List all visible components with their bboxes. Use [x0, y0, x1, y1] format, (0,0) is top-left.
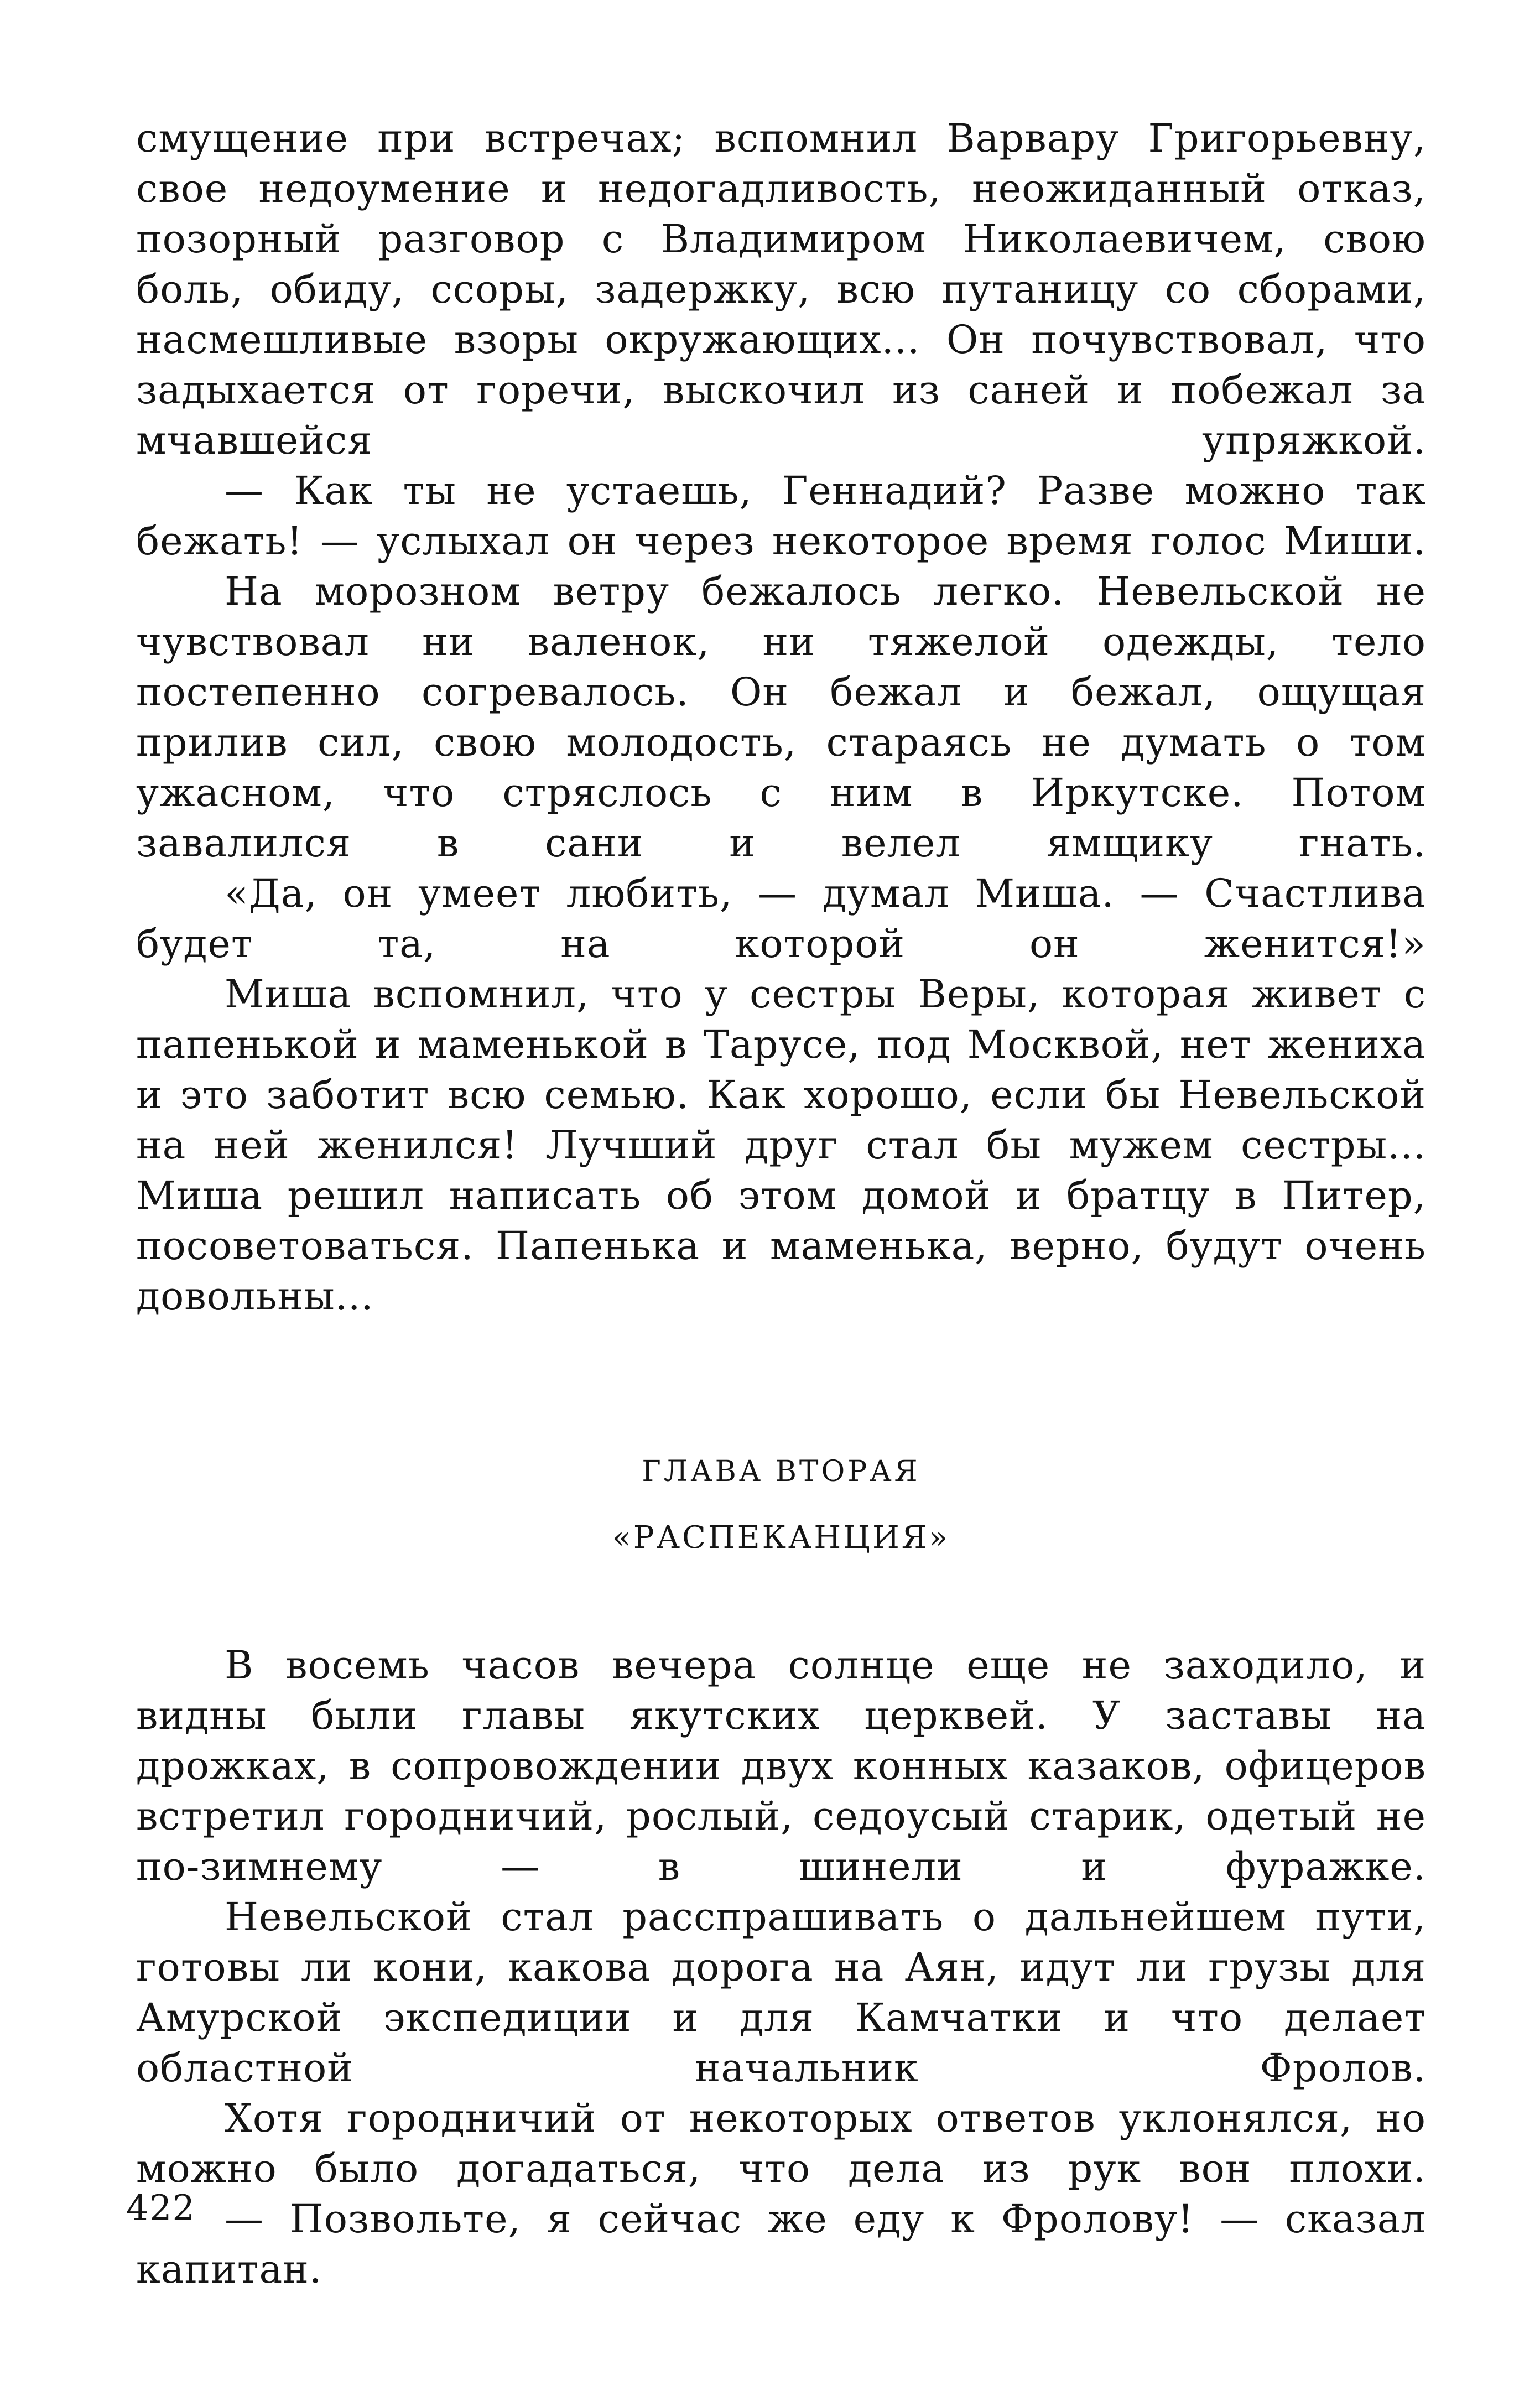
paragraph-gorodnichy: Хотя городничий от некоторых ответов уклонялся, но можно было догадаться, что дела из рук вон плохи. — [136, 2096, 1426, 2191]
paragraph-questions: Невельской стал расспрашивать о дальнейшем пути, готовы ли кони, какова дорога на Аян, идут ли грузы для Амурской экспедиции и для Камчатки и что делает областной начальник Фролов. — [136, 1894, 1426, 2091]
paragraph-evening-arrival: В восемь часов вечера солнце еще не заходило, и видны были главы якутских церквей. У заставы на дрожках, в сопровождении двух конных казаков, офицеров встретил городничий, рослый, седоусый старик, одетый не по-зимнему — в шинели и фуражке. — [136, 1643, 1426, 1889]
page-number: 422 — [126, 2188, 196, 2229]
chapter-title: «РАСПЕКАНЦИЯ» — [612, 1520, 950, 1556]
paragraph-captain-reply: — Позвольте, я сейчас же еду к Фролову! — сказал капитан. — [136, 2196, 1426, 2292]
paragraph-misha-thought: «Да, он умеет любить, — думал Миша. — Счастлива будет та, на которой он женится!» — [136, 871, 1426, 966]
paragraph-continued: смущение при встречах; вспомнил Варвару Григорьевну, свое недоумение и недогадливость, неожиданный отказ, позорный разговор с Владимиром Николаевичем, свою боль, обиду, ссоры, задержку, всю путаницу со сборами, насмешливые взоры окружающих... Он почувствовал, что задыхается от горечи, выскочил из саней и побежал за мчавшейся упряжкой. — [136, 116, 1426, 463]
chapter-number: ГЛАВА ВТОРАЯ — [642, 1455, 920, 1488]
paragraph-frosty-wind: На морозном ветру бежалось легко. Невельской не чувствовал ни валенок, ни тяжелой одежды, тело постепенно согревалось. Он бежал и бежал, ощущая прилив сил, свою молодость, стараясь не думать о том ужасном, что стряслось с ним в Иркутске. Потом завалился в сани и велел ямщику гнать. — [136, 569, 1426, 866]
paragraph-dialogue-misha: — Как ты не устаешь, Геннадий? Разве можно так бежать! — услыхал он через некоторое время голос Миши. — [136, 468, 1426, 564]
paragraph-misha-sister: Миша вспомнил, что у сестры Веры, которая живет с папенькой и маменькой в Тарусе, под Москвой, нет жениха и это заботит всю семью. Как хорошо, если бы Невельской на ней женился! Лучший друг стал бы мужем сестры... Миша решил написать об этом домой и братцу в Питер, посоветоваться. Папенька и маменька, верно, будут очень довольны... — [136, 971, 1426, 1319]
text-column — [136, 113, 1426, 2295]
